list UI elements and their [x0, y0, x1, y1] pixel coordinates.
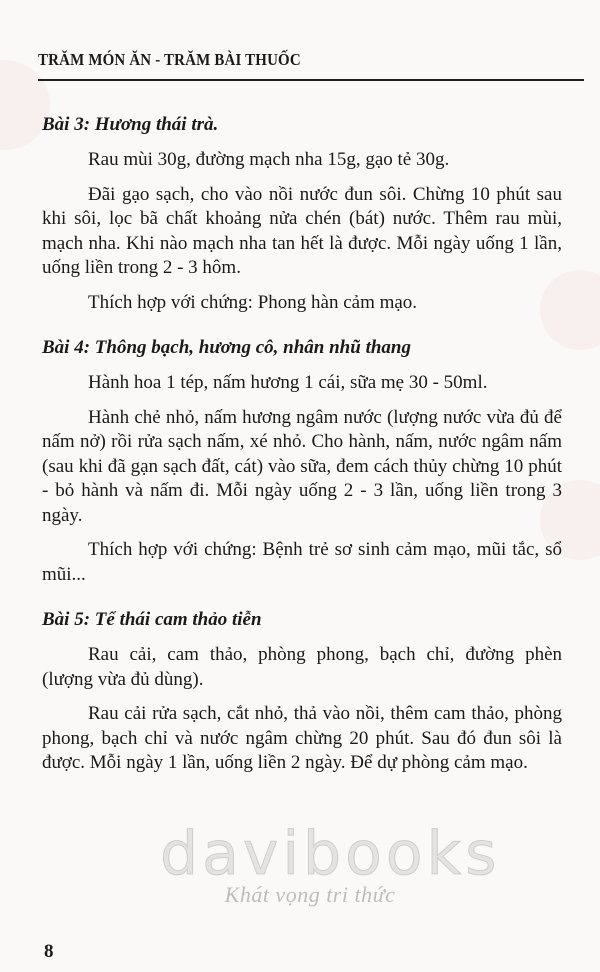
recipe-section — [42, 112, 562, 315]
page-number: 8 — [44, 941, 54, 962]
recipe-section — [42, 335, 562, 587]
paragraph: Rau cải rửa sạch, cắt nhỏ, thả vào nồi, thêm cam thảo, phòng phong, bạch chỉ và nước ngâm chừng 20 phút. Sau đó đun sôi là được. Mỗi ngày 1 lần, uống liền 2 ngày. Để dự phòng cảm mạo. — [42, 703, 562, 773]
watermark-brand: davibooks — [160, 819, 501, 889]
paragraph: Rau mùi 30g, đường mạch nha 15g, gạo tẻ 30g. — [88, 149, 450, 170]
paragraph: Rau cải, cam thảo, phòng phong, bạch chỉ, đường phèn (lượng vừa đủ dùng). — [42, 644, 562, 690]
section-title: Bài 3: Hương thái trà. — [42, 114, 219, 135]
paragraph: Thích hợp với chứng: Bệnh trẻ sơ sinh cảm mạo, mũi tắc, sổ mũi... — [42, 539, 562, 585]
paragraph: Hành hoa 1 tép, nấm hương 1 cái, sữa mẹ 30 - 50ml. — [88, 372, 488, 393]
watermark — [160, 819, 501, 908]
recipe-section — [42, 607, 562, 776]
paragraph: Hành chẻ nhỏ, nấm hương ngâm nước (lượng nước vừa đủ để nấm nở) rồi rửa sạch nấm, xé nhỏ. Cho hành, nấm, nước ngâm nấm (sau khi đã gạn sạch đất, cát) vào sữa, đem cách thủy chừng 10 phút - bỏ hành và nấm đi. Mỗi ngày uống 2 - 3 lần, uống liền trong 3 ngày. — [42, 406, 562, 526]
watermark-tagline: Khát vọng tri thức — [224, 882, 396, 907]
body-text — [42, 112, 562, 786]
section-title: Bài 4: Thông bạch, hương cô, nhân nhũ thang — [42, 337, 411, 358]
running-header: TRĂM MÓN ĂN - TRĂM BÀI THUỐC — [38, 50, 301, 69]
paragraph: Đãi gạo sạch, cho vào nồi nước đun sôi. Chừng 10 phút sau khi sôi, lọc bã chất khoảng nửa chén (bát) nước. Thêm rau mùi, mạch nha. Khi nào mạch nha tan hết là được. Mỗi ngày uống 1 lần, uống liền trong 2 - 3 hôm. — [42, 183, 562, 278]
paragraph: Thích hợp với chứng: Phong hàn cảm mạo. — [88, 291, 418, 313]
header-rule — [38, 79, 584, 81]
section-title: Bài 5: Tể thái cam thảo tiễn — [42, 609, 262, 630]
